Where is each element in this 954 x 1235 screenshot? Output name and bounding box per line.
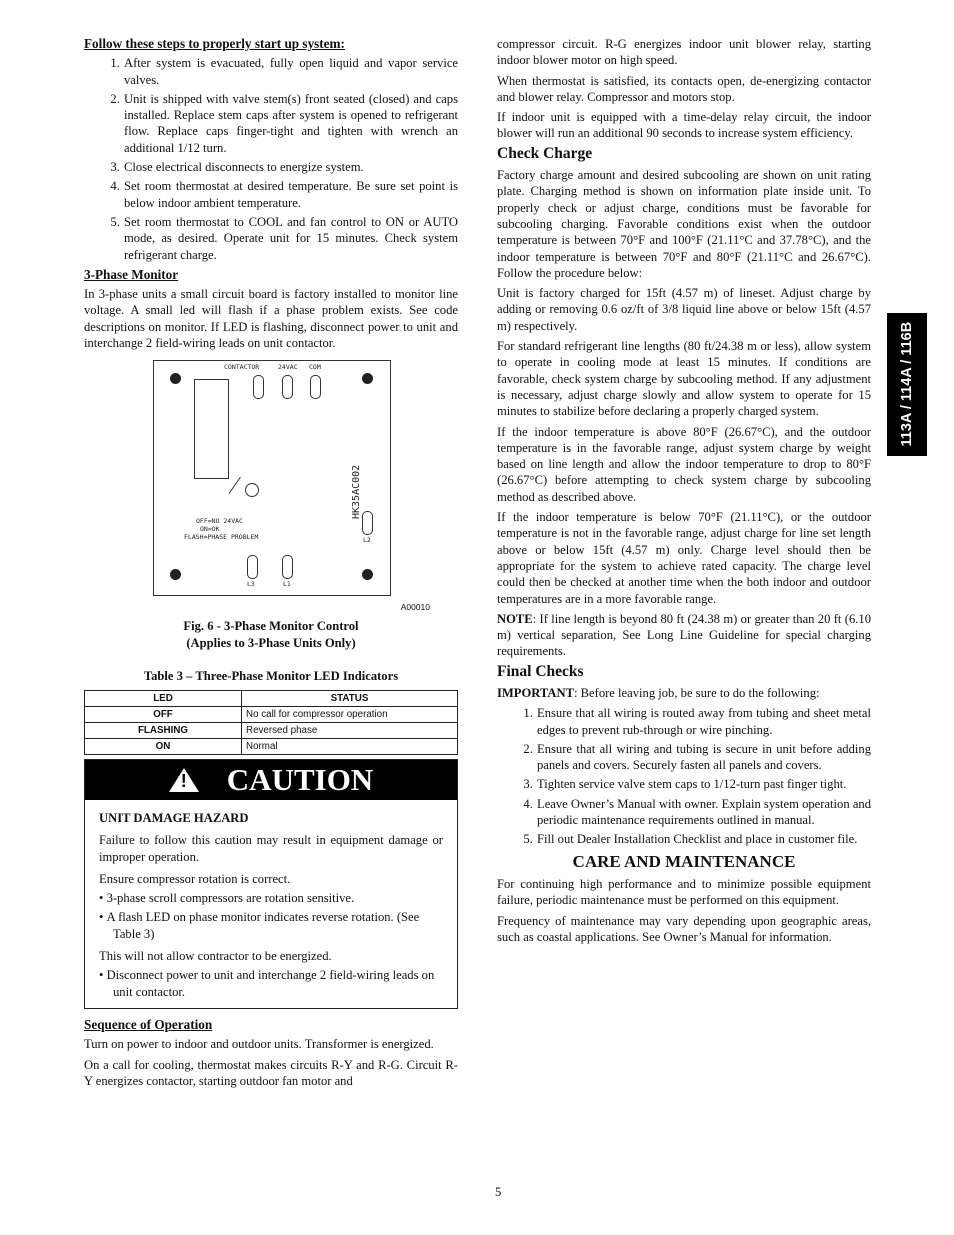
mounting-hole: [170, 373, 181, 384]
caution-bullet-text: A flash LED on phase monitor indicates reverse rotation. (See Table 3): [106, 910, 420, 941]
board-part-number: HK35AC002: [351, 465, 362, 520]
table-row: [85, 722, 458, 738]
care-text: For continuing high performance and to minimize possible equipment failure, periodic maintenance must be performed on this equipment.: [497, 876, 871, 908]
board-label-24vac: 24VAC: [278, 363, 298, 372]
table-header-led: LED: [85, 690, 242, 706]
terminal-24vac: [282, 375, 293, 399]
sequence-text: On a call for cooling, thermostat makes circuits R-Y and R-G. Circuit R-Y energizes contactor, starting outdoor fan motor and: [84, 1057, 458, 1088]
startup-steps-list: [84, 55, 458, 263]
final-check-step: 4. Leave Owner’s Manual with owner. Explain system operation and periodic maintenance requirements outlined in manual.: [536, 796, 871, 829]
led-indicator: [245, 483, 259, 497]
terminal-l1: [282, 555, 293, 579]
board-label-off: OFF=NO 24VAC: [196, 517, 243, 526]
mounting-hole: [170, 569, 181, 580]
important-label: IMPORTANT: [497, 685, 574, 700]
mounting-hole: [362, 373, 373, 384]
table-header-status: STATUS: [242, 690, 458, 706]
terminal-com: [310, 375, 321, 399]
sequence-continued-text: When thermostat is satisfied, its contacts open, de-energizing contactor and blower relay. Compressor and motors stop.: [497, 73, 871, 104]
final-check-step: 1. Ensure that all wiring is routed away from tubing and sheet metal edges to prevent rub-through or wire pinching.: [536, 705, 871, 738]
terminal-l2: [362, 511, 373, 535]
sequence-text: Turn on power to indoor and outdoor units. Transformer is energized.: [84, 1037, 434, 1052]
caution-banner: [85, 760, 457, 800]
model-side-tab: [887, 313, 927, 456]
table-row: [85, 738, 458, 754]
sequence-heading: Sequence of Operation: [84, 1016, 213, 1032]
final-checks-list: [497, 705, 871, 847]
led-pointer-line: [229, 477, 241, 494]
terminal-l3: [247, 555, 258, 579]
caution-bullet: • Disconnect power to unit and interchange 2 field-wiring leads on unit contactor.: [99, 968, 435, 999]
mounting-hole: [362, 569, 373, 580]
check-charge-text: Unit is factory charged for 15ft (4.57 m) of lineset. Adjust charge by adding or removing 0.6 oz/ft of 3/8 liquid line above or below 15ft (4.57 m) respectively.: [497, 286, 871, 333]
check-charge-text: For standard refrigerant line lengths (80 ft/24.38 m or less), allow system to operate in cooling mode at least 15 minutes. If conditions are favorable, check system charge by subcooling method. If any adjustment is necessary, adjust charge slowly and allow system to operate for 15 minutes to stabilize before declaring a properly charged system.: [497, 339, 871, 419]
important-paragraph: [497, 685, 871, 701]
board-label-l2: L2: [363, 536, 371, 545]
phase-monitor-board-figure: [153, 360, 391, 596]
check-charge-text: Factory charge amount and desired subcooling are shown on unit rating plate. Charging method is shown on information plate inside unit. To properly check or adjust charge, conditions must be favorable for subcooling charging. Favorable conditions exist when the outdoor temperature is between 70°F and 100°F (21.11°C and 37.78°C), and the indoor temperature is between 70°F and 80°F (21.11°C and 26.67°C). Follow the procedure below:: [497, 168, 871, 280]
startup-step: 1. After system is evacuated, fully open liquid and vapor service valves.: [123, 55, 458, 88]
table-cell-led: OFF: [85, 706, 242, 722]
note-text: : If line length is beyond 80 ft (24.38 m) or greater than 20 ft (6.10 m) vertical separation, See Long Line Guideline for special charging requirements.: [497, 611, 871, 659]
final-check-step: 2. Ensure that all wiring and tubing is secure in unit before adding panels and covers. Securely fasten all panels and covers.: [536, 741, 871, 774]
table-header-row: [85, 690, 458, 706]
note-paragraph: [497, 611, 871, 660]
warning-symbol: !: [180, 770, 187, 791]
board-label-on: ON=OK: [200, 525, 220, 534]
startup-step: 2. Unit is shipped with valve stem(s) front seated (closed) and caps installed. Replace stem caps after system is opened to refrigerant flow. Replace caps finger-tight and tighten with wrench an additional 1/12 turn.: [123, 91, 458, 156]
caution-body: [85, 800, 457, 1008]
figure-caption-line2: (Applies to 3-Phase Units Only): [186, 635, 356, 650]
check-charge-heading: Check Charge: [497, 144, 593, 162]
board-label-com: COM: [309, 363, 321, 372]
startup-step: 3. Close electrical disconnects to energize system.: [123, 159, 458, 175]
caution-text: This will not allow contractor to be energized.: [99, 949, 332, 964]
check-charge-text: If the indoor temperature is below 70°F (21.11°C), or the outdoor temperature is not in the favorable range, adjust charge for line set length above or below 15ft (4.57 m) only. Charge level should then be appropriate for the system to achieve rated capacity. The charge level could then be checked at another time when the both indoor and outdoor temperatures are in a more favorable range.: [497, 510, 871, 606]
caution-bullet: • 3-phase scroll compressors are rotation sensitive.: [99, 891, 355, 906]
final-check-step: 5. Fill out Dealer Installation Checklist and place in customer file.: [536, 831, 871, 847]
table-cell-status: Reversed phase: [242, 722, 458, 738]
caution-bullets: [99, 967, 443, 1000]
board-label-l1: L1: [283, 580, 291, 589]
caution-text: Failure to follow this caution may result in equipment damage or improper operation.: [99, 833, 443, 864]
table-cell-led: FLASHING: [85, 722, 242, 738]
caution-bullet-text: 3-phase scroll compressors are rotation sensitive.: [106, 891, 355, 906]
board-label-flash: FLASH=PHASE PROBLEM: [184, 533, 259, 542]
sequence-continued-text: compressor circuit. R-G energizes indoor unit blower relay, starting indoor blower motor on high speed.: [497, 37, 871, 68]
page-number: 5: [495, 1185, 502, 1199]
check-charge-text: If the indoor temperature is above 80°F (26.67°C), and the outdoor temperature is in the favorable range, adjust system charge by weight based on line length and allow the indoor temperature to drop to 80°F (26.67°C) before attempting to check system charge by subcooling method as described above.: [497, 424, 871, 504]
final-checks-heading: Final Checks: [497, 662, 584, 680]
sequence-continued-text: If indoor unit is equipped with a time-delay relay circuit, the indoor blower will run an additional 90 seconds to increase system efficiency.: [497, 110, 871, 141]
table-cell-status: Normal: [242, 738, 458, 754]
care-maintenance-heading: CARE AND MAINTENANCE: [572, 851, 796, 871]
caution-bullet: • A flash LED on phase monitor indicates reverse rotation. (See Table 3): [99, 910, 420, 941]
phase-monitor-heading: 3-Phase Monitor: [84, 266, 179, 282]
board-chip: [194, 379, 229, 479]
table-row: [85, 706, 458, 722]
led-indicator-table: [84, 690, 458, 755]
startup-step: 5. Set room thermostat to COOL and fan control to ON or AUTO mode, as desired. Operate unit for 15 minutes. Check system refrigerant charge.: [123, 214, 458, 263]
board-label-l3: L3: [247, 580, 255, 589]
figure-code: A00010: [400, 602, 430, 613]
figure-caption: [84, 618, 458, 652]
phase-monitor-text: In 3-phase units a small circuit board is factory installed to monitor line voltage. A small led will flash if a phase problem exists. See code descriptions on monitor. If LED is flashing, disconnect power to unit and interchange 2 field-wiring leads on unit contactor.: [84, 287, 458, 351]
table-caption: Table 3 – Three-Phase Monitor LED Indicators: [143, 668, 399, 683]
model-side-tab-text: 113A / 114A / 116B: [898, 322, 915, 447]
board-label-contactor: CONTACTOR: [224, 363, 260, 372]
warning-triangle-icon: [169, 768, 199, 792]
figure-caption-line1: Fig. 6 - 3-Phase Monitor Control: [183, 618, 359, 633]
table-cell-led: ON: [85, 738, 242, 754]
right-column: [497, 36, 871, 949]
caution-title: CAUTION: [226, 761, 374, 797]
final-check-step: 3. Tighten service valve stem caps to 1/12-turn past finger tight.: [536, 776, 871, 792]
caution-text: Ensure compressor rotation is correct.: [99, 871, 291, 886]
caution-box: [84, 759, 458, 1009]
caution-bullets: [99, 890, 443, 942]
left-column: [84, 36, 458, 1093]
startup-heading: Follow these steps to properly start up system:: [84, 36, 345, 51]
terminal-contactor: [253, 375, 264, 399]
care-text: Frequency of maintenance may vary depending upon geographic areas, such as coastal applications. See Owner’s Manual for information.: [497, 913, 871, 944]
caution-bullet-text: Disconnect power to unit and interchange 2 field-wiring leads on unit contactor.: [106, 968, 435, 999]
startup-step: 4. Set room thermostat at desired temperature. Be sure set point is below indoor ambient temperature.: [123, 178, 458, 211]
caution-hazard: UNIT DAMAGE HAZARD: [99, 810, 249, 825]
important-text: : Before leaving job, be sure to do the following:: [573, 685, 820, 700]
note-label: NOTE: [497, 611, 533, 626]
table-cell-status: No call for compressor operation: [242, 706, 458, 722]
